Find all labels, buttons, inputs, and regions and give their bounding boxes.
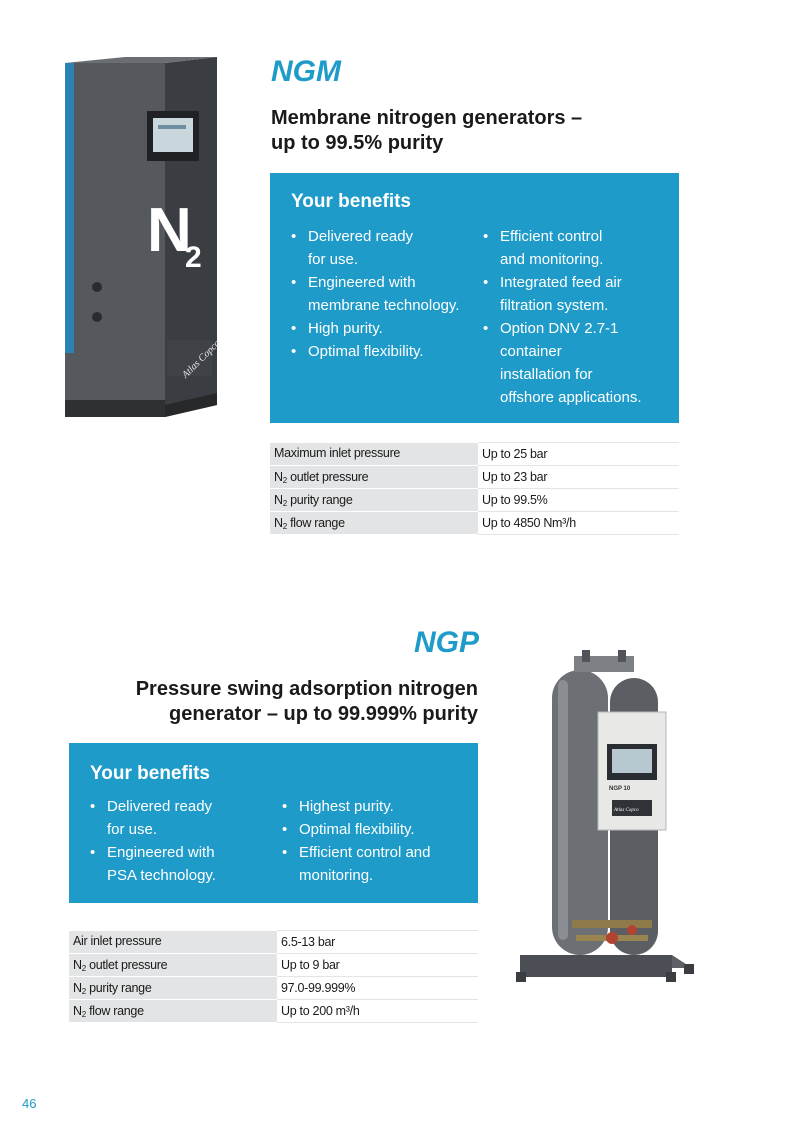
ngp-subtitle-line-1: Pressure swing adsorption nitrogen (135, 678, 478, 700)
spec-label: $N_2$ purity range (270, 489, 478, 512)
benefit-line: filtration system. (500, 297, 609, 314)
spec-row (69, 954, 478, 977)
benefit-line: • Engineered with (308, 274, 416, 291)
spec-row (69, 977, 478, 1000)
spec-label: $N_2$ flow range (69, 1000, 277, 1023)
spec-row (270, 466, 679, 489)
benefit-item (90, 795, 280, 841)
spec-label: $N_2$ outlet pressure (270, 466, 478, 489)
benefit-line: • Delivered ready (308, 228, 414, 245)
benefit-item (291, 225, 481, 271)
benefit-item (483, 317, 673, 409)
ngm-n2-sub: 2 (185, 241, 202, 274)
ngm-benefits-left (291, 225, 481, 363)
ngm-specs-table (270, 442, 679, 535)
spec-value: 6.5-13 bar (277, 931, 478, 954)
ngp-benefits-box (69, 743, 478, 903)
spec-value: Up to 9 bar (277, 954, 478, 977)
spec-value: Up to 23 bar (478, 466, 679, 489)
benefit-line: PSA technology. (107, 867, 216, 884)
page-number: 46 (22, 1096, 37, 1111)
ngm-machine-image (55, 55, 225, 425)
benefit-line: • Optimal flexibility. (299, 821, 415, 838)
ngm-subtitle (271, 106, 582, 156)
benefit-line: offshore applications. (500, 389, 642, 406)
ngp-benefits-right (282, 795, 472, 887)
spec-label: $N_2$ flow range (270, 512, 478, 535)
spec-label: Maximum inlet pressure (270, 443, 478, 466)
benefit-item (483, 225, 673, 271)
benefit-line: • Delivered ready (107, 798, 213, 815)
benefit-item (90, 841, 280, 887)
spec-value: Up to 200 m³/h (277, 1000, 478, 1023)
ngm-benefits-title: Your benefits (291, 191, 411, 212)
spec-label: $N_2$ purity range (69, 977, 277, 1000)
benefit-line: • Efficient control and (299, 844, 431, 861)
benefit-line: and monitoring. (500, 251, 604, 268)
ngp-benefits-title: Your benefits (90, 763, 210, 784)
spec-row (270, 489, 679, 512)
spec-label: Air inlet pressure (69, 931, 277, 954)
ngm-subtitle-line-1: Membrane nitrogen generators – (271, 107, 583, 129)
benefit-line: • Integrated feed air (500, 274, 622, 291)
benefit-line: • Engineered with (107, 844, 215, 861)
benefit-line: • Highest purity. (299, 798, 394, 815)
benefit-line: • Option DNV 2.7-1 (500, 320, 619, 337)
spec-row (69, 931, 478, 954)
ngp-brand-logo: Atlas Copco (614, 808, 639, 813)
spec-label: $N_2$ outlet pressure (69, 954, 277, 977)
ngp-subtitle-line-2: generator – up to 99.999% purity (169, 703, 478, 725)
ngm-title: NGM (271, 55, 341, 88)
benefit-line: membrane technology. (308, 297, 460, 314)
ngm-n2-label: N (147, 196, 192, 265)
benefit-item (291, 340, 481, 363)
benefit-item (282, 795, 472, 818)
ngp-benefits-left (90, 795, 280, 887)
benefit-item (282, 818, 472, 841)
spec-value: Up to 99.5% (478, 489, 679, 512)
benefit-line: installation for (500, 366, 593, 383)
ngp-machine-image (512, 650, 702, 985)
ngp-panel-label: NGP 10 (609, 786, 631, 792)
ngm-benefits-box (270, 173, 679, 423)
ngm-benefits-right (483, 225, 673, 409)
spec-row (69, 1000, 478, 1023)
spec-row (270, 512, 679, 535)
benefit-line: for use. (308, 251, 359, 268)
spec-value: 97.0-99.999% (277, 977, 478, 1000)
ngm-subtitle-line-2: up to 99.5% purity (271, 132, 444, 154)
ngp-specs-table (69, 930, 478, 1023)
benefit-line: for use. (107, 821, 158, 838)
benefit-item (291, 317, 481, 340)
benefit-line: monitoring. (299, 867, 374, 884)
benefit-line: • High purity. (308, 320, 383, 337)
spec-value: Up to 25 bar (478, 443, 679, 466)
benefit-line: • Efficient control (500, 228, 603, 245)
benefit-line: container (500, 343, 562, 360)
spec-row (270, 443, 679, 466)
ngp-title: NGP (414, 626, 480, 659)
benefit-line: • Optimal flexibility. (308, 343, 424, 360)
benefit-item (282, 841, 472, 887)
benefit-item (483, 271, 673, 317)
ngp-subtitle (136, 677, 478, 727)
ngm-brand-logo: Atlas Copco (180, 338, 223, 381)
benefit-item (291, 271, 481, 317)
spec-value: Up to 4850 Nm³/h (478, 512, 679, 535)
